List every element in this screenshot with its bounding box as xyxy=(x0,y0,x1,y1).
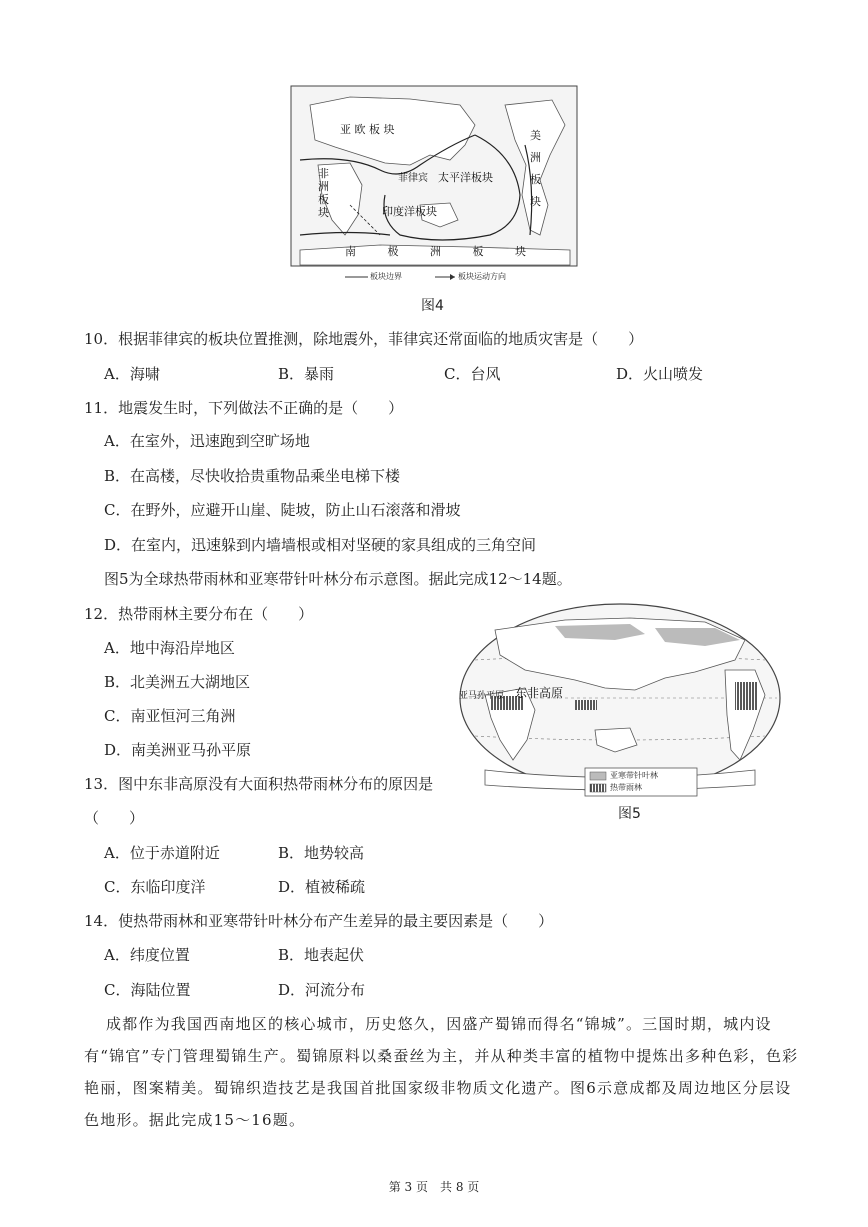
q12-option-a: A．地中海沿岸地区 xyxy=(104,639,235,657)
label-pacific-plate: 太平洋板块 xyxy=(438,171,493,184)
legend-rainforest: 热带雨林 xyxy=(610,783,642,792)
q12-option-b: B．北美洲五大湖地区 xyxy=(104,673,251,691)
figure-4-caption: 图4 xyxy=(421,298,444,314)
q14-option-c: C．海陆位置 xyxy=(104,981,191,999)
q10-option-a: A．海啸 xyxy=(104,365,160,383)
label-antarctic-plate: 南 极 洲 板 块 xyxy=(345,245,540,258)
q10-stem: 10．根据菲律宾的板块位置推测，除地震外，菲律宾还常面临的地质灾害是（ ） xyxy=(84,330,644,348)
label-east-africa-plateau: 东非高原 xyxy=(515,686,564,700)
q13-option-b: B．地势较高 xyxy=(278,844,365,862)
q11-option-b: B．在高楼，尽快收拾贵重物品乘坐电梯下楼 xyxy=(104,467,401,485)
q11-stem: 11．地震发生时，下列做法不正确的是（ ） xyxy=(84,399,404,417)
q11-option-c: C．在野外，应避开山崖、陡坡，防止山石滚落和滑坡 xyxy=(104,501,461,519)
q10-option-c: C．台风 xyxy=(444,365,501,383)
intro-figure-5: 图5为全球热带雨林和亚寒带针叶林分布示意图。据此完成12～14题。 xyxy=(104,570,572,588)
figure-4 xyxy=(290,85,578,285)
q12-option-d: D．南美洲亚马孙平原 xyxy=(104,741,252,759)
q14-option-b: B．地表起伏 xyxy=(278,946,365,964)
label-amazon-plain: 亚马孙平原 xyxy=(459,691,505,701)
q14-option-a: A．纬度位置 xyxy=(104,946,190,964)
q11-option-d: D．在室内，迅速躲到内墙墙根或相对坚硬的家具组成的三角空间 xyxy=(104,536,537,554)
legend-boundary: 板块边界 xyxy=(370,272,402,281)
page-footer: 第 3 页 共 8 页 xyxy=(388,1180,480,1194)
label-indian-plate: 印度洋板块 xyxy=(382,205,437,218)
q13-option-a: A．位于赤道附近 xyxy=(104,844,220,862)
q10-option-b: B．暴雨 xyxy=(278,365,335,383)
q12-option-c: C．南亚恒河三角洲 xyxy=(104,707,236,725)
legend-direction: 板块运动方向 xyxy=(458,272,506,281)
q13-stem: 13．图中东非高原没有大面积热带雨林分布的原因是 xyxy=(84,775,434,793)
label-american-plate: 美 洲 板 块 xyxy=(530,129,541,208)
label-philippines: 菲律宾 xyxy=(398,173,428,184)
q10-option-d: D．火山喷发 xyxy=(616,365,704,383)
q13-option-d: D．植被稀疏 xyxy=(278,878,366,896)
figure-5-caption: 图5 xyxy=(618,806,641,822)
label-african-plate: 非 洲 板 块 xyxy=(318,167,329,219)
q12-stem: 12．热带雨林主要分布在（ ） xyxy=(84,605,314,623)
q14-option-d: D．河流分布 xyxy=(278,981,366,999)
q13-option-c: C．东临印度洋 xyxy=(104,878,206,896)
figure-5 xyxy=(455,600,785,800)
label-eurasian-plate: 亚 欧 板 块 xyxy=(340,123,395,136)
passage-chengdu: 成都作为我国西南地区的核心城市，历史悠久，因盛产蜀锦而得名“锦城”。三国时期，城内设有“锦官”专门管理蜀锦生产。蜀锦原料以桑蚕丝为主，并从种类丰富的植物中提炼出多种色彩，色彩艳丽，图案精美。蜀锦织造技艺是我国首批国家级非物质文化遗产。图6示意成都及周边地区分层设色地形。据此完成15～16题。 xyxy=(84,1015,799,1129)
q11-option-a: A．在室外，迅速跑到空旷场地 xyxy=(104,432,310,450)
legend-taiga: 亚寒带针叶林 xyxy=(610,771,658,780)
q13-stem-continued: （ ） xyxy=(84,809,145,827)
q14-stem: 14．使热带雨林和亚寒带针叶林分布产生差异的最主要因素是（ ） xyxy=(84,912,554,930)
